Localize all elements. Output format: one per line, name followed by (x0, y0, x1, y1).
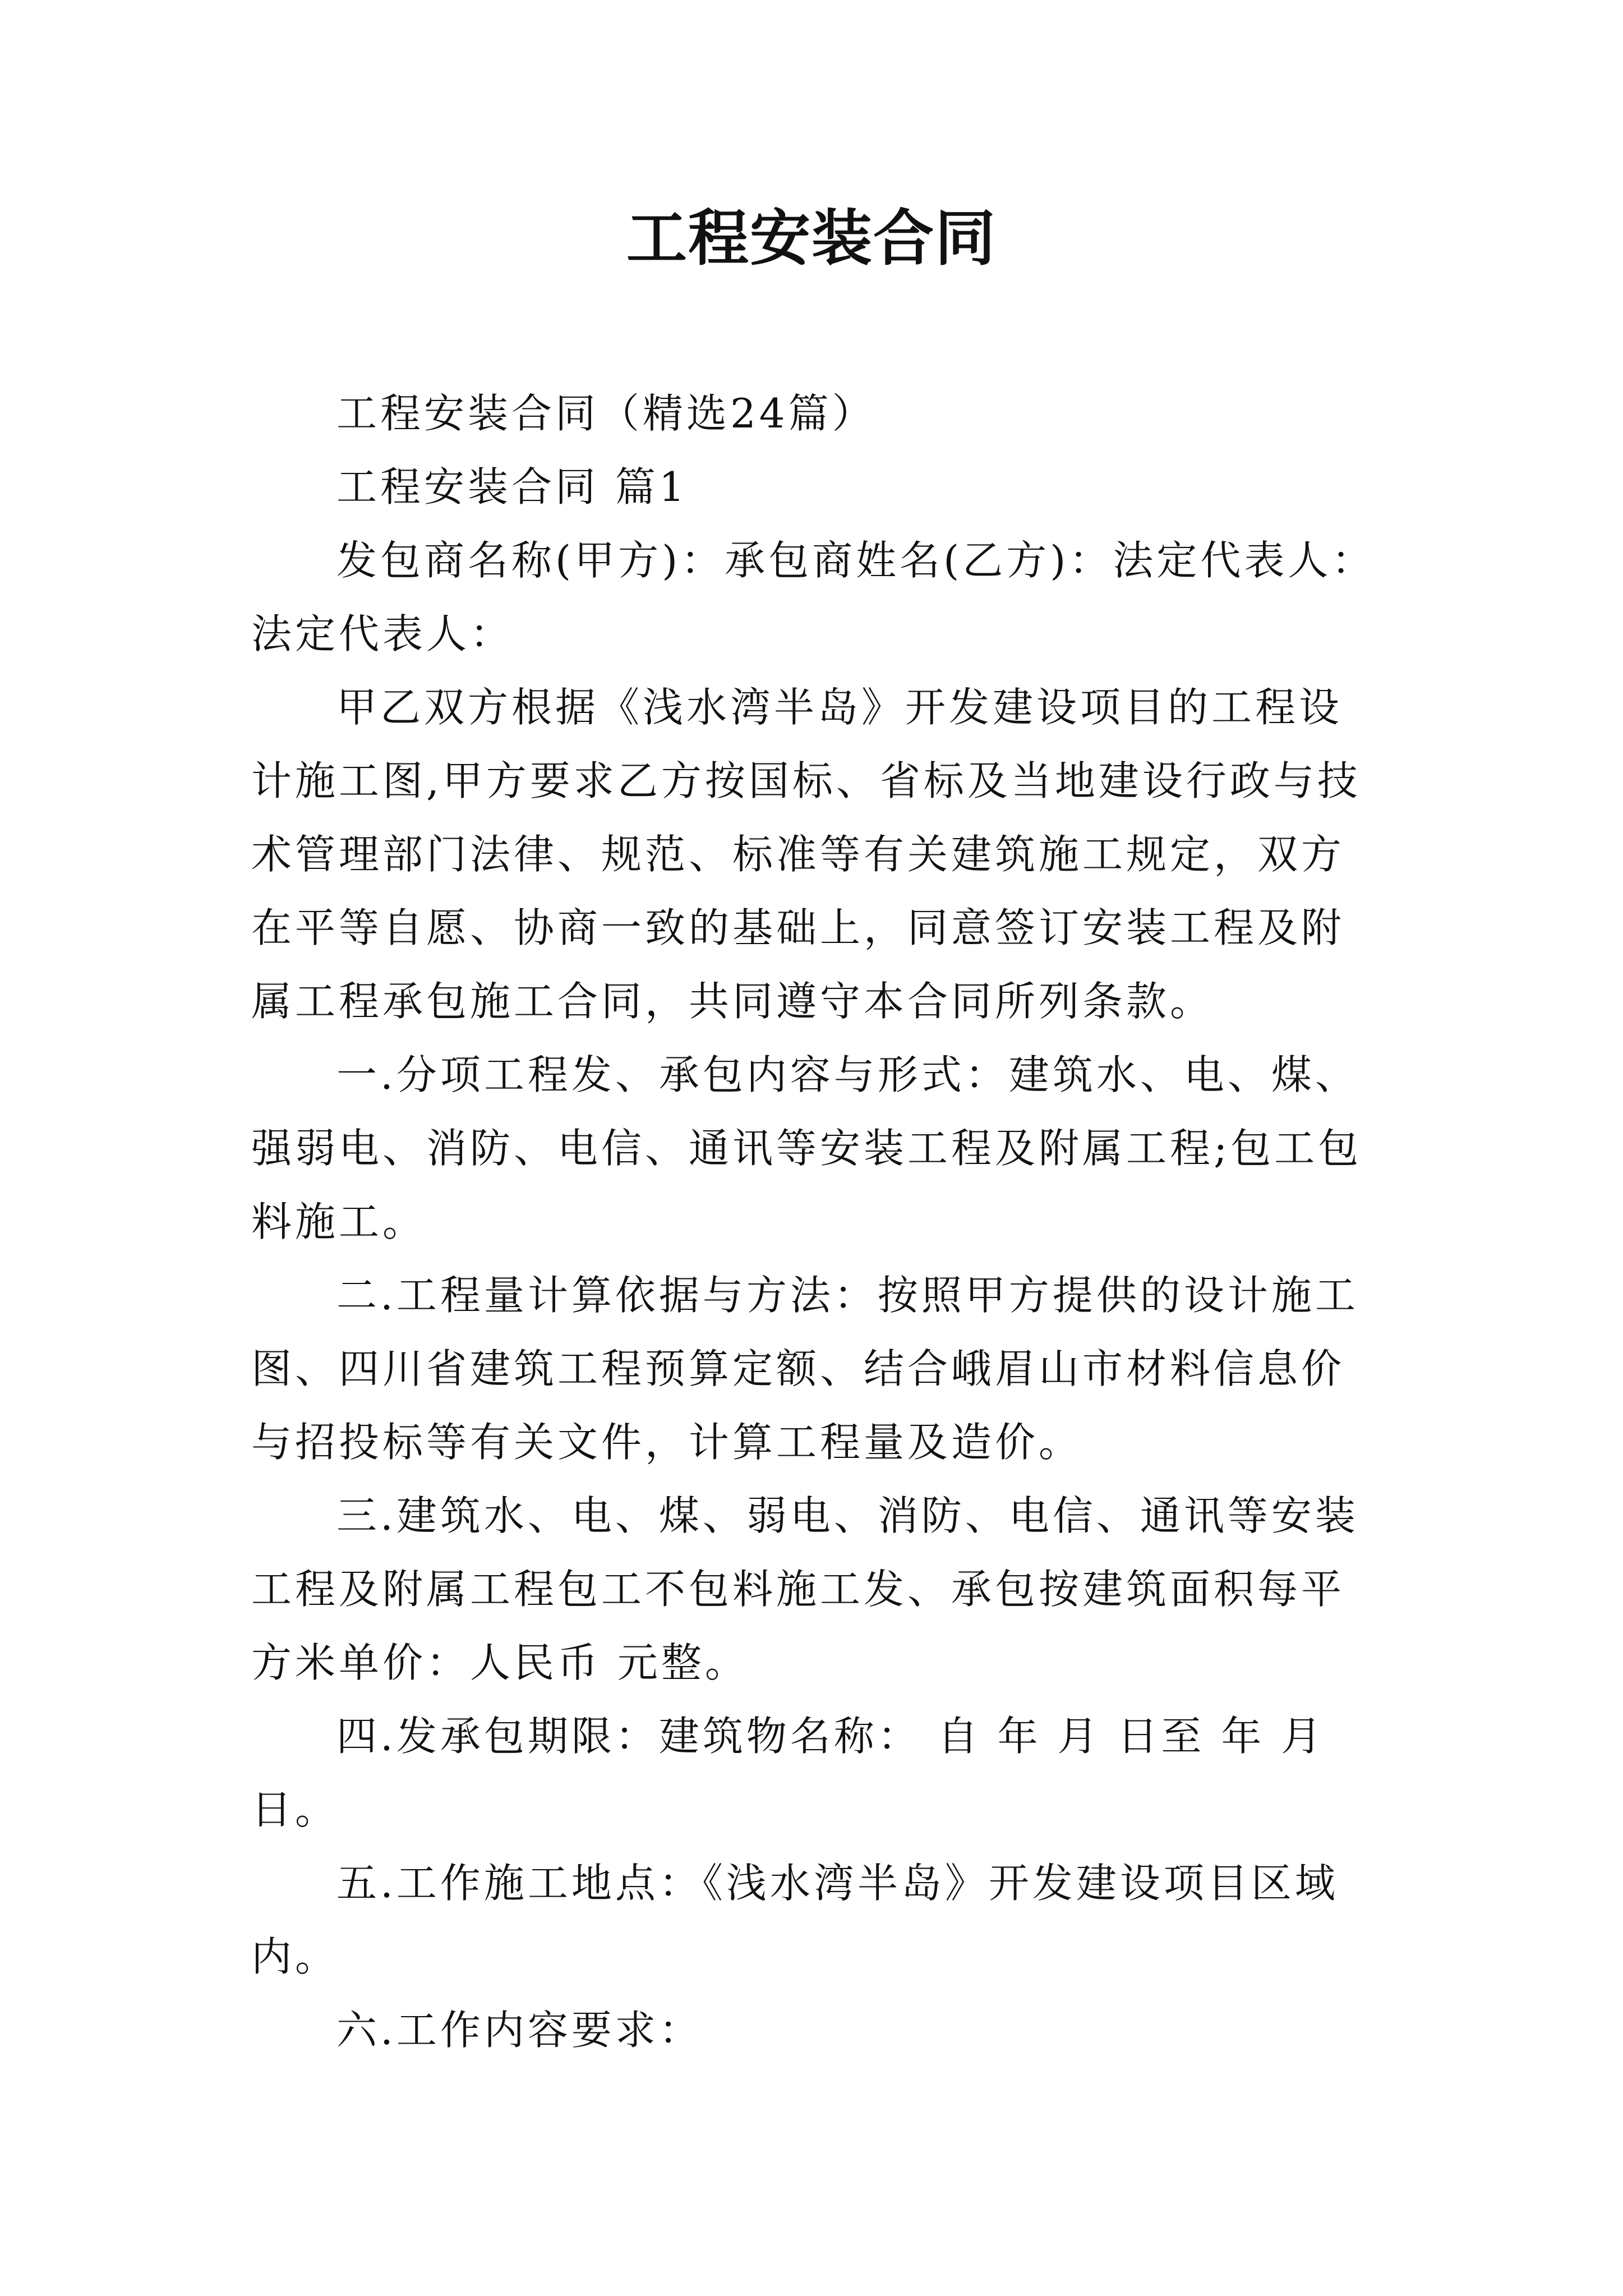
paragraph-clause-5: 五.工作施工地点：《浅水湾半岛》开发建设项目区域内。 (251, 1860, 1339, 1980)
document-title: 工程安装合同 (626, 203, 997, 274)
paragraph-preamble: 甲乙双方根据《浅水湾半岛》开发建设项目的工程设计施工图,甲方要求乙方按国标、省标及当地建设行政与技术管理部门法律、规范、标准等有关建筑施工规定，双方在平等自愿、协商一致的基础上，同意签订安装工程及附属工程承包施工合同，共同遵守本合同所列条款。 (251, 684, 1361, 1025)
document-body (251, 377, 1378, 2067)
paragraph-clause-2: 二.工程量计算依据与方法：按照甲方提供的设计施工图、四川省建筑工程预算定额、结合峨眉山市材料信息价与招投标等有关文件，计算工程量及造价。 (251, 1272, 1359, 1466)
paragraph-clause-6: 六.工作内容要求： (336, 2007, 703, 2054)
paragraph-subtitle: 工程安装合同（精选24篇） (336, 390, 876, 437)
paragraph-clause-3: 三.建筑水、电、煤、弱电、消防、电信、通讯等安装工程及附属工程包工不包料施工发、承包按建筑面积每平方米单价：人民币 元整。 (251, 1492, 1359, 1686)
paragraph-clause-1: 一.分项工程发、承包内容与形式：建筑水、电、煤、强弱电、消防、电信、通讯等安装工程及附属工程;包工包料施工。 (251, 1051, 1362, 1245)
paragraph-parties: 发包商名称(甲方)：承包商姓名(乙方)：法定代表人：法定代表人： (251, 537, 1376, 657)
paragraph-clause-4: 四.发承包期限：建筑物名称： 自 年 月 日至 年 月日。 (251, 1713, 1325, 1833)
paragraph-section-heading: 工程安装合同 篇1 (336, 463, 688, 510)
